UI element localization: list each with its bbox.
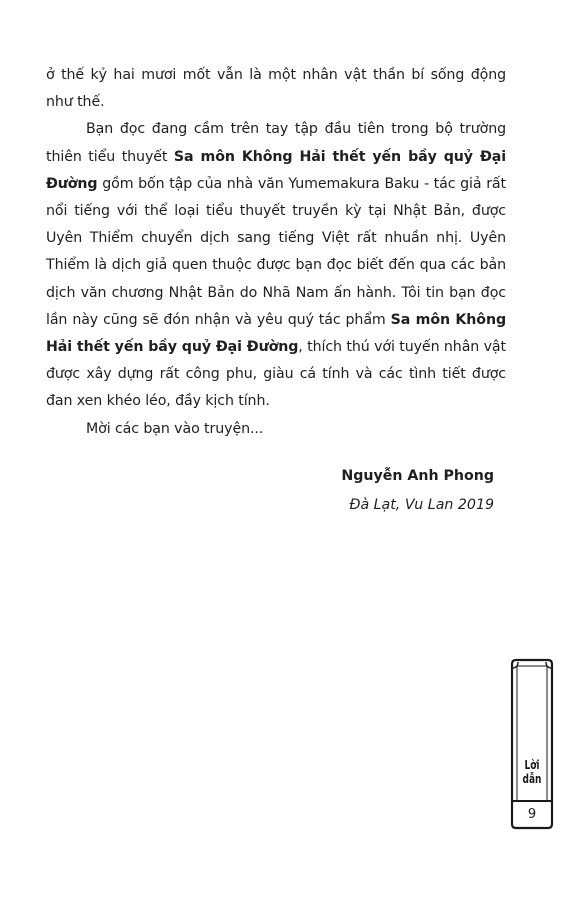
paragraph-text: gồm bốn tập của nhà văn Yumemakura Baku - tác giả rất nổi tiếng với thể loại tiểu thuyết truyền kỳ tại Nhật Bản, được Uyên Thiểm chuyển dịch sang tiếng Việt rất nhuần nhị. Uyên Thiểm là dịch giả quen thuộc được bạn đọc biết đến qua các bản dịch văn chương Nhật Bản do Nhã Nam ấn hành. Tôi tin bạn đọc lần này cũng sẽ đón nhận và yêu quý tác phẩm: [46, 175, 506, 328]
paragraph-text: , thích thú với tuyến nhân vật được xây dựng rất công phu, giàu cá tính và các tình tiết được đan xen khéo léo, đầy kịch tính.: [46, 339, 506, 410]
tab-label-line2: dẫn: [522, 772, 542, 786]
paragraph-text: ở thế kỷ hai mươi mốt vẫn là một nhân vật thần bí sống động như thế.: [46, 67, 506, 111]
tab-label-line1: Lời: [524, 758, 540, 772]
chapter-side-tab: [508, 658, 556, 830]
paragraph-text: Mời các bạn vào truyện...: [86, 420, 264, 437]
place-date: Đà Lạt, Vu Lan 2019: [349, 497, 494, 513]
book-title-text: Sa môn Không Hải thết yến bầy quỷ Đại Đường: [46, 148, 506, 192]
paragraph: [46, 416, 506, 443]
paragraph: [46, 116, 506, 415]
book-title-text: Sa môn Không Hải thết yến bầy quỷ Đại Đường: [46, 311, 507, 356]
paragraph: [46, 62, 506, 116]
paragraph-text: Bạn đọc đang cầm trên tay tập đầu tiên trong bộ trường thiên tiểu thuyết: [46, 121, 506, 165]
page-number: 9: [527, 807, 537, 822]
body-text: [46, 62, 506, 443]
author-name: Nguyễn Anh Phong: [341, 468, 494, 484]
signature-block: [341, 462, 494, 520]
side-tab-frame: [508, 658, 556, 830]
